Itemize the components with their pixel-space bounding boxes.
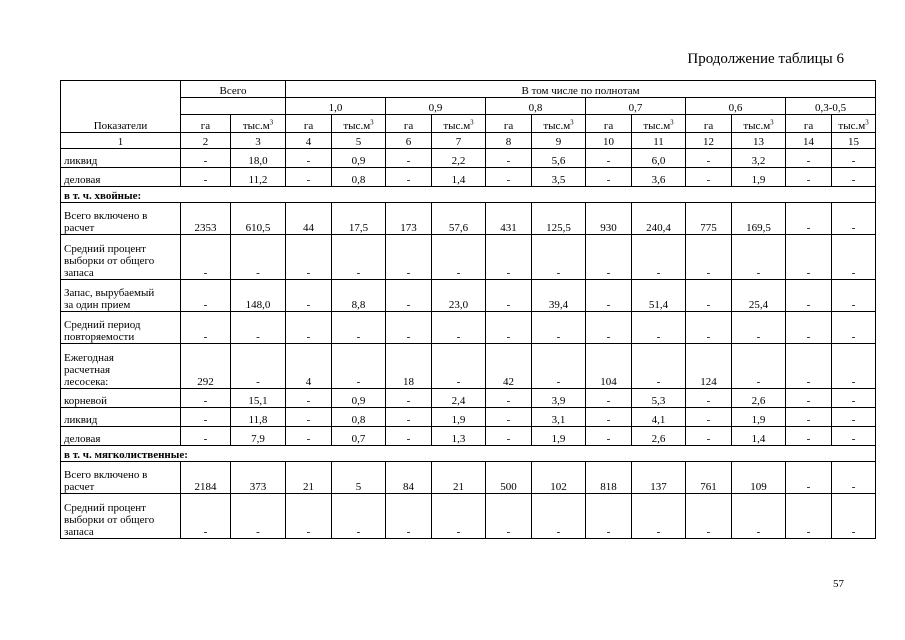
header-number-row xyxy=(61,133,876,149)
table-cell: - xyxy=(586,494,632,539)
table-cell: - xyxy=(632,494,686,539)
table-row xyxy=(61,389,876,408)
table-cell: - xyxy=(786,168,832,187)
table-cell: 1,4 xyxy=(432,168,486,187)
table-cell: - xyxy=(786,389,832,408)
unit-ha: га xyxy=(586,115,632,133)
row-label: деловая xyxy=(61,168,181,187)
table-cell: - xyxy=(286,280,332,312)
table-cell: 23,0 xyxy=(432,280,486,312)
table-cell: - xyxy=(432,494,486,539)
header-incl: В том числе по полнотам xyxy=(286,81,876,98)
table-cell: 102 xyxy=(532,462,586,494)
table-cell: 2184 xyxy=(181,462,231,494)
table-cell: - xyxy=(532,312,586,344)
table-cell: 3,9 xyxy=(532,389,586,408)
unit-ha: га xyxy=(486,115,532,133)
table-cell: - xyxy=(686,149,732,168)
table-cell: - xyxy=(181,389,231,408)
table-cell: 2,6 xyxy=(732,389,786,408)
table-cell: - xyxy=(786,427,832,446)
column-number: 7 xyxy=(432,133,486,149)
table-cell: 2,2 xyxy=(432,149,486,168)
table-cell: - xyxy=(486,408,532,427)
table-cell: 0,9 xyxy=(332,149,386,168)
table-cell: - xyxy=(386,149,432,168)
section-row xyxy=(61,446,876,462)
table-cell: - xyxy=(686,312,732,344)
unit-ths-sup: 3 xyxy=(670,118,674,127)
table-cell: - xyxy=(686,389,732,408)
table-cell: - xyxy=(486,280,532,312)
unit-ha: га xyxy=(386,115,432,133)
row-label: Запас, вырубаемый за один прием xyxy=(61,280,181,312)
header-density: 0,3-0,5 xyxy=(786,98,876,115)
table-cell: 240,4 xyxy=(632,203,686,235)
header-density: 1,0 xyxy=(286,98,386,115)
table-cell: - xyxy=(432,312,486,344)
table-cell: - xyxy=(286,235,332,280)
row-label: Средний процент выборки от общего запаса xyxy=(61,494,181,539)
table-cell: 500 xyxy=(486,462,532,494)
table-cell: 11,2 xyxy=(231,168,286,187)
column-number: 4 xyxy=(286,133,332,149)
table-cell: 169,5 xyxy=(732,203,786,235)
table-cell: 373 xyxy=(231,462,286,494)
column-number: 9 xyxy=(532,133,586,149)
table-cell: 5,6 xyxy=(532,149,586,168)
unit-ha: га xyxy=(286,115,332,133)
header-row-2 xyxy=(61,98,876,115)
table-cell: 775 xyxy=(686,203,732,235)
table-cell: - xyxy=(386,312,432,344)
unit-ths-text: тыс.м xyxy=(443,120,471,132)
unit-ths-m3 xyxy=(432,115,486,133)
table-cell: 39,4 xyxy=(532,280,586,312)
unit-ths-sup: 3 xyxy=(570,118,574,127)
table-cell: 0,9 xyxy=(332,389,386,408)
table-cell: 51,4 xyxy=(632,280,686,312)
table-cell: 18,0 xyxy=(231,149,286,168)
column-number: 14 xyxy=(786,133,832,149)
unit-ths-m3 xyxy=(632,115,686,133)
table-cell: - xyxy=(832,203,876,235)
unit-ths-sup: 3 xyxy=(269,118,274,127)
table-cell: - xyxy=(332,235,386,280)
table-cell: - xyxy=(832,280,876,312)
table-cell: - xyxy=(586,280,632,312)
table-cell: - xyxy=(231,344,286,389)
table-cell: - xyxy=(432,344,486,389)
table-cell: 18 xyxy=(386,344,432,389)
row-label: Средний период повторяемости xyxy=(61,312,181,344)
table-cell: - xyxy=(181,494,231,539)
table-cell: - xyxy=(332,344,386,389)
table-cell: - xyxy=(532,344,586,389)
table-cell: - xyxy=(632,344,686,389)
table-cell: - xyxy=(732,235,786,280)
table-cell: 148,0 xyxy=(231,280,286,312)
table-cell: 84 xyxy=(386,462,432,494)
table-cell: - xyxy=(181,408,231,427)
table-cell: 21 xyxy=(286,462,332,494)
table-cell: - xyxy=(786,408,832,427)
table-cell: 17,5 xyxy=(332,203,386,235)
unit-ha: га xyxy=(686,115,732,133)
table-cell: 1,9 xyxy=(732,168,786,187)
table-cell: 1,4 xyxy=(732,427,786,446)
table-cell: 57,6 xyxy=(432,203,486,235)
table-cell: 292 xyxy=(181,344,231,389)
unit-ths-text: тыс.м xyxy=(543,120,571,132)
table-cell: - xyxy=(786,149,832,168)
table-cell: 7,9 xyxy=(231,427,286,446)
table-cell: 8,8 xyxy=(332,280,386,312)
table-cell: - xyxy=(181,168,231,187)
table-cell: - xyxy=(332,312,386,344)
section-label: в т. ч. мягколиственные: xyxy=(61,446,876,462)
table-cell: 5,3 xyxy=(632,389,686,408)
table-cell: - xyxy=(832,408,876,427)
table-cell: - xyxy=(832,312,876,344)
table-cell: - xyxy=(686,494,732,539)
unit-ths-m3 xyxy=(832,115,876,133)
header-total: Всего xyxy=(181,81,286,98)
table-cell: - xyxy=(486,235,532,280)
column-number: 1 xyxy=(61,133,181,149)
unit-ths-sup: 3 xyxy=(370,118,374,127)
table-cell: - xyxy=(332,494,386,539)
column-number: 10 xyxy=(586,133,632,149)
table-row xyxy=(61,149,876,168)
table-cell: - xyxy=(181,427,231,446)
row-label: Всего включено в расчет xyxy=(61,462,181,494)
table-cell: - xyxy=(786,462,832,494)
table-cell: - xyxy=(586,389,632,408)
column-number: 2 xyxy=(181,133,231,149)
table-cell: 3,1 xyxy=(532,408,586,427)
section-label: в т. ч. хвойные: xyxy=(61,187,876,203)
table-cell: 1,9 xyxy=(732,408,786,427)
table-cell: 137 xyxy=(632,462,686,494)
table-cell: 610,5 xyxy=(231,203,286,235)
table-cell: - xyxy=(486,494,532,539)
table-cell: 4 xyxy=(286,344,332,389)
row-label: корневой xyxy=(61,389,181,408)
column-number: 5 xyxy=(332,133,386,149)
unit-ths-text: тыс.м xyxy=(743,120,771,132)
table-cell: - xyxy=(286,168,332,187)
table-cell: - xyxy=(786,312,832,344)
table-cell: - xyxy=(231,494,286,539)
column-number: 12 xyxy=(686,133,732,149)
table-cell: - xyxy=(386,494,432,539)
table-cell: - xyxy=(386,168,432,187)
table-cell: - xyxy=(786,203,832,235)
unit-ths-text: тыс.м xyxy=(242,120,270,132)
table-cell: - xyxy=(486,168,532,187)
unit-ths-text: тыс.м xyxy=(838,120,866,132)
table-cell: 104 xyxy=(586,344,632,389)
table-row xyxy=(61,168,876,187)
table-cell: - xyxy=(286,427,332,446)
header-density: 0,9 xyxy=(386,98,486,115)
table-cell: - xyxy=(286,408,332,427)
page-number: 57 xyxy=(833,578,844,590)
unit-ths-m3 xyxy=(332,115,386,133)
header-units-row xyxy=(61,115,876,133)
table-row xyxy=(61,280,876,312)
unit-ths-sup: 3 xyxy=(470,118,474,127)
table-cell: - xyxy=(231,235,286,280)
unit-ths-m3 xyxy=(532,115,586,133)
table-cell: - xyxy=(786,494,832,539)
column-number: 15 xyxy=(832,133,876,149)
table-cell: 6,0 xyxy=(632,149,686,168)
column-number: 8 xyxy=(486,133,532,149)
table-cell: 0,8 xyxy=(332,408,386,427)
table-cell: - xyxy=(732,494,786,539)
header-density: 0,7 xyxy=(586,98,686,115)
table-cell: - xyxy=(732,312,786,344)
table-cell: - xyxy=(486,312,532,344)
table-cell: 930 xyxy=(586,203,632,235)
table-cell: - xyxy=(286,389,332,408)
column-number: 6 xyxy=(386,133,432,149)
table-cell: - xyxy=(532,494,586,539)
unit-ha: га xyxy=(786,115,832,133)
table-cell: 818 xyxy=(586,462,632,494)
table-row xyxy=(61,235,876,280)
table-cell: - xyxy=(586,312,632,344)
table-cell: - xyxy=(786,344,832,389)
table-cell: - xyxy=(832,149,876,168)
table-cell: 3,5 xyxy=(532,168,586,187)
row-label: ликвид xyxy=(61,408,181,427)
table-cell: - xyxy=(586,427,632,446)
table-cell: - xyxy=(586,149,632,168)
table-cell: - xyxy=(686,168,732,187)
table-cell: - xyxy=(832,168,876,187)
row-label: Всего включено в расчет xyxy=(61,203,181,235)
table-cell: - xyxy=(432,235,486,280)
column-number: 3 xyxy=(231,133,286,149)
table-cell: - xyxy=(386,408,432,427)
table-cell: 42 xyxy=(486,344,532,389)
row-label: ликвид xyxy=(61,149,181,168)
table-cell: - xyxy=(532,235,586,280)
table-cell: - xyxy=(832,494,876,539)
table-cell: - xyxy=(586,168,632,187)
section-row xyxy=(61,187,876,203)
table-cell: 15,1 xyxy=(231,389,286,408)
table-cell: 2353 xyxy=(181,203,231,235)
table-cell: 5 xyxy=(332,462,386,494)
table-cell: 2,4 xyxy=(432,389,486,408)
column-number: 11 xyxy=(632,133,686,149)
row-label: Ежегодная расчетная лесосека: xyxy=(61,344,181,389)
table-cell: - xyxy=(832,344,876,389)
table-cell: 4,1 xyxy=(632,408,686,427)
unit-ths-sup: 3 xyxy=(770,118,774,127)
data-table xyxy=(60,80,876,539)
table-cell: - xyxy=(686,235,732,280)
table-row xyxy=(61,312,876,344)
table-cell: - xyxy=(181,312,231,344)
table-cell: - xyxy=(181,235,231,280)
table-cell: - xyxy=(231,312,286,344)
table-cell: 44 xyxy=(286,203,332,235)
table-cell: - xyxy=(786,280,832,312)
unit-ha: га xyxy=(181,115,231,133)
table-cell: 761 xyxy=(686,462,732,494)
table-cell: - xyxy=(632,312,686,344)
table-cell: 431 xyxy=(486,203,532,235)
table-cell: 125,5 xyxy=(532,203,586,235)
table-cell: - xyxy=(286,494,332,539)
table-cell: - xyxy=(181,280,231,312)
table-cell: - xyxy=(686,280,732,312)
column-number: 13 xyxy=(732,133,786,149)
unit-ths-m3 xyxy=(732,115,786,133)
table-cell: 21 xyxy=(432,462,486,494)
table-cell: 0,7 xyxy=(332,427,386,446)
table-cell: - xyxy=(386,280,432,312)
table-cell: 11,8 xyxy=(231,408,286,427)
table-cell: 1,9 xyxy=(432,408,486,427)
table-cell: - xyxy=(386,389,432,408)
table-cell: 3,6 xyxy=(632,168,686,187)
table-cell: - xyxy=(486,389,532,408)
row-label: деловая xyxy=(61,427,181,446)
table-cell: - xyxy=(586,408,632,427)
table-cell: - xyxy=(686,408,732,427)
table-row xyxy=(61,427,876,446)
table-row xyxy=(61,494,876,539)
table-cell: - xyxy=(832,389,876,408)
table-cell: 1,3 xyxy=(432,427,486,446)
table-cell: 2,6 xyxy=(632,427,686,446)
row-label: Средний процент выборки от общего запаса xyxy=(61,235,181,280)
table-row xyxy=(61,408,876,427)
table-cell: - xyxy=(832,427,876,446)
table-cell: 109 xyxy=(732,462,786,494)
table-cell: - xyxy=(686,427,732,446)
unit-ths-text: тыс.м xyxy=(643,120,671,132)
table-cell: - xyxy=(832,235,876,280)
header-total-blank xyxy=(181,98,286,115)
header-density: 0,8 xyxy=(486,98,586,115)
table-cell: - xyxy=(632,235,686,280)
table-row xyxy=(61,203,876,235)
table-row xyxy=(61,462,876,494)
table-cell: - xyxy=(286,149,332,168)
unit-ths-m3 xyxy=(231,115,286,133)
table-cell: - xyxy=(181,149,231,168)
table-cell: - xyxy=(286,312,332,344)
table-cell: 0,8 xyxy=(332,168,386,187)
unit-ths-sup: 3 xyxy=(865,118,869,127)
table-cell: - xyxy=(386,235,432,280)
table-cell: 173 xyxy=(386,203,432,235)
header-density: 0,6 xyxy=(686,98,786,115)
table-cell: 124 xyxy=(686,344,732,389)
unit-ths-text: тыс.м xyxy=(343,120,371,132)
table-cell: - xyxy=(486,149,532,168)
table-body xyxy=(61,81,876,539)
table-cell: - xyxy=(486,427,532,446)
table-cell: - xyxy=(832,462,876,494)
table-cell: - xyxy=(786,235,832,280)
table-cell: 1,9 xyxy=(532,427,586,446)
table-caption: Продолжение таблицы 6 xyxy=(687,51,844,67)
table-cell: 3,2 xyxy=(732,149,786,168)
table-row xyxy=(61,344,876,389)
table-cell: - xyxy=(732,344,786,389)
header-indicator: Показатели xyxy=(61,81,181,133)
table-cell: - xyxy=(586,235,632,280)
table-cell: 25,4 xyxy=(732,280,786,312)
table-cell: - xyxy=(386,427,432,446)
header-row-1 xyxy=(61,81,876,98)
